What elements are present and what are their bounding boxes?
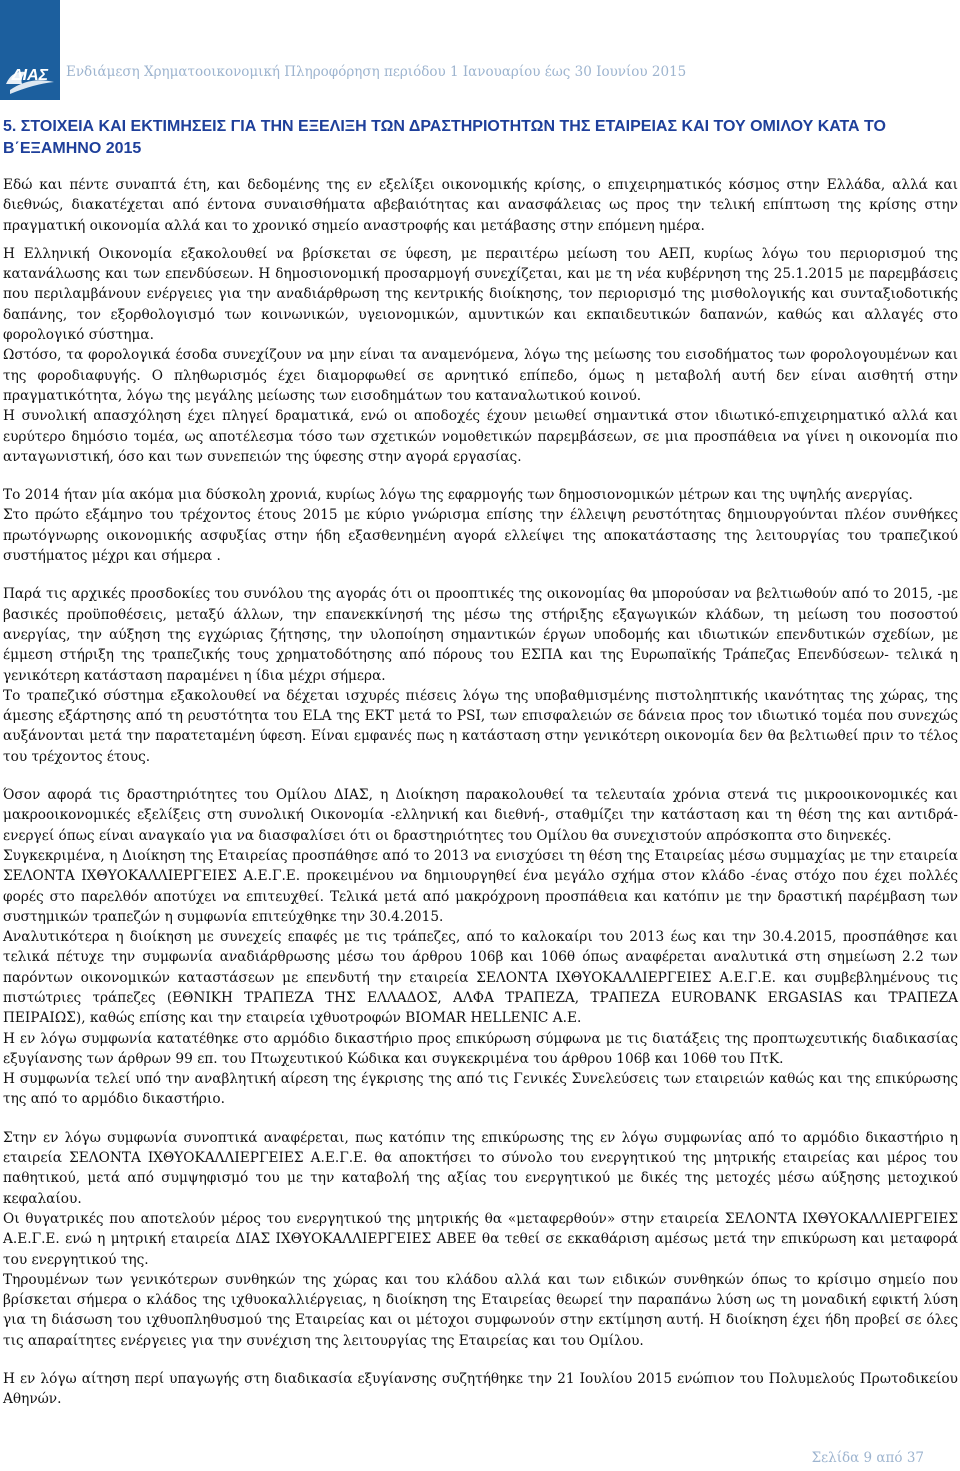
document-header-title: Ενδιάμεση Χρηματοοικονομική Πληροφόρηση περιόδου 1 Ιανουαρίου έως 30 Ιουνίου 2015 xyxy=(66,64,687,80)
page-number: Σελίδα 9 από 37 xyxy=(811,1450,924,1466)
paragraph: Η συμφωνία τελεί υπό την αναβλητική αίρεση της έγκρισης της από τις Γενικές Συνελεύσεις των εταιρειών καθώς και της επικύρωσης της από το αρμόδιο δικαστήριο. xyxy=(3,1071,958,1108)
paragraph: Η Ελληνική Οικονομία εξακολουθεί να βρίσκεται σε ύφεση, με περαιτέρω μείωση του ΑΕΠ, κυρίως λόγω του περιορισμού της κατανάλωσης και των επενδύσεων. Η δημοσιονομική προσαρμογή συνεχίζεται, και με τη νέα κυβέρνηση της 25.1.2015 με παρεμβάσεις που περιλαμβάνουν ενέργειες για την αναδιάρθρωση της κεντρικής διοίκησης, τον περιορισμό της μισθολογικής και συνταξιοδοτικής δαπάνης, τον εξορθολογισμό των κοινωνικών, υγειονομικών, αμυντικών και εκπαιδευτικών δαπανών, καθώς και αλλαγές στο φορολογικό σύστημα. xyxy=(3,245,958,344)
paragraph: Παρά τις αρχικές προσδοκίες του συνόλου της αγοράς ότι οι προοπτικές της οικονομίας θα μπορούσαν να βελτιωθούν από το 2015, -με βασικές προϋποθέσεις, μεταξύ άλλων, την επανεκκίνησή της μέσω της στήριξης εξαγωγικών κλάδων, τη μείωση του ποσοστού ανεργίας, την αύξηση της εγχώριας ζήτησης, την υλοποίηση σημαντικών έργων υποδομής και ιδιωτικών επενδυτικών σχεδίων, με έμμεση στήριξη της τραπεζικής τους χρηματοδότησης από πόρους του ΕΣΠΑ και της Ευρωπαϊκής Τράπεζας Επενδύσεων- τελικά η γενικότερη κατάσταση παραμένει η ίδια μέχρι σήμερα. xyxy=(3,586,958,684)
document-body xyxy=(3,175,958,1410)
paragraph: Η συνολική απασχόληση έχει πληγεί δραματικά, ενώ οι αποδοχές έχουν μειωθεί σημαντικά στον ιδιωτικό-επιχειρηματικό αλλά και ευρύτερο δημόσιο τομέα, ως αποτέλεσμα τόσο των σχετικών νομοθετικών παρεμβάσεων, σε μια προσπάθεια να γίνει η οικονομία πιο ανταγωνιστική, όσο και των συνεπειών της ύφεσης στην αγορά εργασίας. xyxy=(3,408,958,465)
paragraph: Στην εν λόγω συμφωνία συνοπτικά αναφέρεται, πως κατόπιν της επικύρωσης της εν λόγω συμφωνίας από το αρμόδιο δικαστήριο η εταιρεία ΣΕΛΟΝΤΑ ΙΧΘΥΟΚΑΛΛΙΕΡΓΕΙΕΣ Α.Ε.Γ.Ε. θα αποκτήσει το σύνολο του ενεργητικού της μητρικής εταιρείας και μέρος του παθητικού, μετά από συμψηφισμό του με την καταβολή της αξίας του ενεργητικού με δικές της μετοχές μέσω αύξησης μετοχικού κεφαλαίου. xyxy=(3,1129,958,1207)
paragraph: Εδώ και πέντε συναπτά έτη, και δεδομένης της εν εξελίξει οικονομικής κρίσης, ο επιχειρηματικός κόσμος στην Ελλάδα, αλλά και διεθνώς, διακατέχεται από έντονα συναισθήματα αβεβαιότητας και ανασφάλειας ως προς την τελική επίπτωση της κρίσης στην πραγματική οικονομία αλλά και το χρονικό σημείο αναστροφής και μετάβασης στην επόμενη ημέρα. xyxy=(3,177,958,234)
paragraph: Όσον αφορά τις δραστηριότητες του Ομίλου ΔΙΑΣ, η Διοίκηση παρακολουθεί τα τελευταία χρόνια στενά τις μικροοικονομικές και μακροοικονομικές εξελίξεις στη συνολική Οικονομία -ελληνική και διεθνή-, σταθμίζει την κατάσταση και τη θέση της και αντιδρά- ενεργεί όπως είναι αναγκαίο για να διασφαλίσει ότι οι δραστηριότητες του Ομίλου θα συνεχιστούν απρόσκοπτα στο διηνεκές. xyxy=(3,787,958,844)
fish-logo-icon xyxy=(0,0,60,100)
svg-text:ΔΙΑΣ: ΔΙΑΣ xyxy=(11,67,49,84)
paragraph: Συγκεκριμένα, η Διοίκηση της Εταιρείας προσπάθησε από το 2013 να ενισχύσει τη θέση της Εταιρείας μέσω συμμαχίας με την εταιρεία ΣΕΛΟΝΤΑ ΙΧΘΥΟΚΑΛΛΙΕΡΓΕΙΕΣ Α.Ε.Γ.Ε. προκειμένου να δημιουργηθεί ένα μεγάλο σχήμα στον κλάδο -ένας στόχο που έχει πολλές φορές στο παρελθόν αποτύχει να επιτευχθεί. Τελικά μετά από μακρόχρονη προσπάθεια και κατόπιν με την δραστική παρέμβαση των συστημικών τραπεζών η συμφωνία επιτεύχθηκε την 30.4.2015. xyxy=(3,847,958,925)
paragraph: Αναλυτικότερα η διοίκηση με συνεχείς επαφές με τις τράπεζες, από το καλοκαίρι του 2013 έως και την 30.4.2015, προσπάθησε και τελικά πέτυχε την συμφωνία αναδιάρθρωσης μέσω του άρθρου 106β και 106θ όπως αναφέρεται αναλυτικά στη σημείωση 2.2 των παρόντων οικονομικών καταστάσεων με επενδυτή την εταιρεία ΣΕΛΟΝΤΑ ΙΧΘΥΟΚΑΛΛΙΕΡΓΕΙΕΣ Α.Ε.Γ.Ε. και συμβεβλημένους τις πιστώτριες τράπεζες (ΕΘΝΙΚΗ ΤΡΑΠΕΖΑ ΤΗΣ ΕΛΛΑΔΟΣ, ΑΛΦΑ ΤΡΑΠΕΖΑ, ΤΡΑΠΕΖΑ EUROBANK ERGASIAS και ΤΡΑΠΕΖΑ ΠΕΙΡΑΙΩΣ), καθώς επίσης και την εταιρεία ιχθυοτροφών BIOMAR HELLENIC A.E. xyxy=(3,929,958,1027)
paragraph: Οι θυγατρικές που αποτελούν μέρος του ενεργητικού της μητρικής θα «μεταφερθούν» στην εταιρεία ΣΕΛΟΝΤΑ ΙΧΘΥΟΚΑΛΛΙΕΡΓΕΙΕΣ Α.Ε.Γ.Ε. ενώ η μητρική εταιρεία ΔΙΑΣ ΙΧΘΥΟΚΑΛΛΙΕΡΓΕΙΕΣ ΑΒΕΕ θα τεθεί σε εκκαθάριση αμέσως μετά την επικύρωση και μεταφορά του ενεργητικού της. xyxy=(3,1210,958,1268)
paragraph: Τηρουμένων των γενικότερων συνθηκών της χώρας και του κλάδου αλλά και των ειδικών συνθηκών όπως το κρίσιμο σημείο που βρίσκεται σήμερα ο κλάδος της ιχθυοκαλλιέργειας, η διοίκηση της Εταιρείας θεωρεί την παραπάνω λύση ως τη μοναδική εφικτή λύση για τη διάσωση του ιχθυοπληθυσμού της Εταιρείας και οι μέτοχοι συμφωνούν στην εκτίμηση αυτή. Η διοίκηση έχει ήδη προβεί σε όλες τις απαραίτητες ενέργειες για την συνέχιση της λειτουργίας της Εταιρείας και του Ομίλου. xyxy=(3,1271,958,1349)
paragraph: Ωστόσο, τα φορολογικά έσοδα συνεχίζουν να μην είναι τα αναμενόμενα, λόγω της μείωσης του εισοδήματος των φορολογουμένων και της φοροδιαφυγής. Ο πληθωρισμός έχει διαμορφωθεί σε αρνητικό επίπεδο, όμως η μεταβολή αυτή δεν είναι αισθητή στην πραγματικότητα, λόγω της μεγάλης μείωσης των εισοδημάτων του καταναλωτικού κοινού. xyxy=(3,347,958,404)
paragraph: Το τραπεζικό σύστημα εξακολουθεί να δέχεται ισχυρές πιέσεις λόγω της υποβαθμισμένης πιστοληπτικής ικανότητας της χώρας, της άμεσης εξάρτησης από τη ρευστότητα του ELA της ΕΚΤ μετά το PSI, των επισφαλειών σε δάνεια προς τον ιδιωτικό τομέα που συνεχώς αυξάνονται μετά την παρατεταμένη ύφεση. Είναι εμφανές πως η κατάσταση στην γενικότερη οικονομία δεν θα βελτιωθεί πριν το τέλος του τρέχοντος έτους. xyxy=(3,687,958,765)
paragraph: Η εν λόγω αίτηση περί υπαγωγής στη διαδικασία εξυγίανσης συζητήθηκε την 21 Ιουλίου 2015 ενώπιον του Πολυμελούς Πρωτοδικείου Αθηνών. xyxy=(3,1371,958,1408)
company-logo xyxy=(0,0,60,100)
paragraph: Το 2014 ήταν μία ακόμα μια δύσκολη χρονιά, κυρίως λόγω της εφαρμογής των δημοσιονομικών μέτρων και της υψηλής ανεργίας. xyxy=(3,487,913,504)
paragraph: Η εν λόγω συμφωνία κατατέθηκε στο αρμόδιο δικαστήριο προς επικύρωση σύμφωνα με τις διατάξεις της προπτωχευτικής διαδικασίας εξυγίανσης των άρθρων 99 επ. του Πτωχευτικού Κώδικα και συγκεκριμένα του άρθρου 106β και 106θ του ΠτΚ. xyxy=(3,1030,958,1067)
paragraph: Στο πρώτο εξάμηνο του τρέχοντος έτους 2015 με κύριο γνώρισμα επίσης την έλλειψη ρευστότητας δημιουργούνται πλέον συνθήκες πρωτόγνωρης οικονομικής ασφυξίας στην ήδη εξασθενημένη αγορά ελλείψει της αποκατάστασης της λειτουργίας του τραπεζικού συστήματος μέχρι και σήμερα . xyxy=(3,507,958,565)
section-heading: 5. ΣΤΟΙΧΕΙΑ ΚΑΙ ΕΚΤΙΜΗΣΕΙΣ ΓΙΑ ΤΗΝ ΕΞΕΛΙΞΗ ΤΩΝ ΔΡΑΣΤΗΡΙΟΤΗΤΩΝ ΤΗΣ ΕΤΑΙΡΕΙΑΣ ΚΑΙ ΤΟΥ ΟΜΙΛΟΥ ΚΑΤΑ ΤΟ Β΄ΕΞΑΜΗΝΟ 2015 xyxy=(3,118,886,157)
